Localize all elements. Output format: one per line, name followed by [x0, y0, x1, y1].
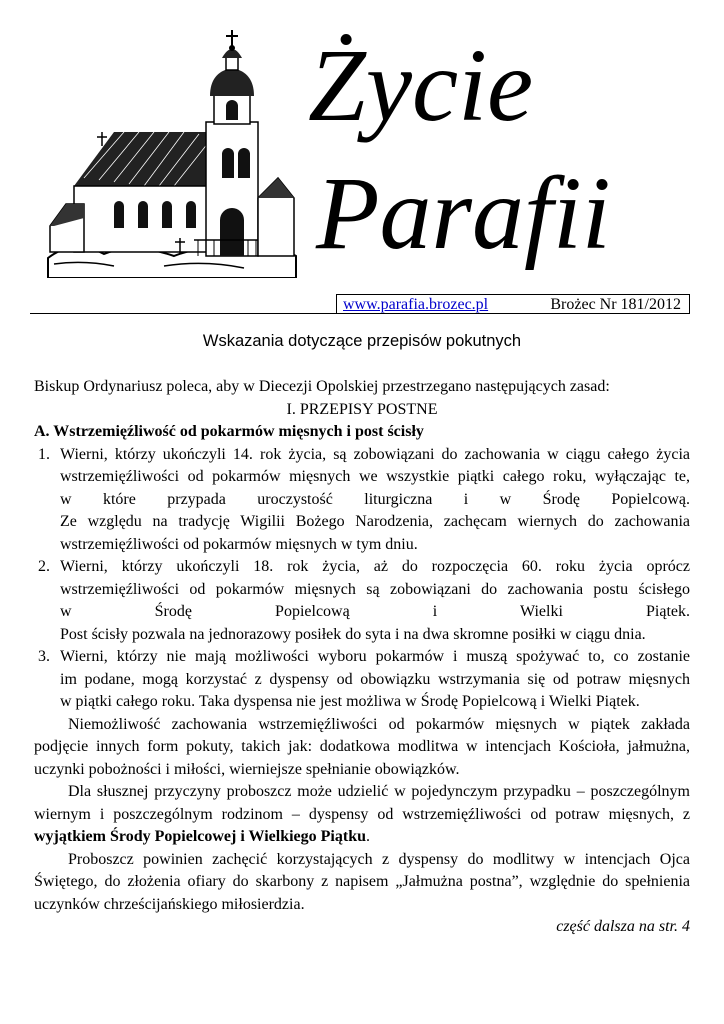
rule-line: wstrzemięźliwości od pokarmów mięsnych są zobowiązani do zachowania postu ścisłego — [60, 580, 690, 598]
rule-line: w które przypada uroczystość liturgiczna i w Środę Popielcową. — [60, 490, 690, 508]
masthead-title-line1: Życie — [308, 28, 534, 143]
rule-line: Post ścisły pozwala na jednorazowy posiłek do syta i na dwa skromne posiłki w ciągu dnia. — [60, 625, 646, 643]
rule-line: im podane, mogą korzystać z dyspensy od obowiązku wstrzymania się od potraw mięsnych — [60, 670, 690, 688]
list-item — [34, 444, 690, 557]
list-item-number: 1. — [38, 445, 50, 463]
subsection-heading: A. Wstrzemięźliwość od pokarmów mięsnych i post ścisły — [34, 423, 424, 440]
list-item-number: 2. — [38, 558, 50, 575]
parish-website-link[interactable]: www.parafia.brozec.pl — [343, 296, 489, 313]
article-headline: Wskazania dotyczące przepisów pokutnych — [202, 332, 522, 350]
dispensation-exception: wyjątkiem Środy Popielcowej i Wielkiego Piątku — [34, 828, 366, 845]
paragraph-encouragement: Proboszcz powinien zachęcić korzystających z dyspensy do modlitwy w intencjach Ojca Świętego, do złożenia ofiary do skarbony z napisem „Jałmużna postna”, względnie do spełnienia uczynków chrześcijańskiego miłosierdzia. — [34, 850, 690, 913]
paragraph-dispensation — [34, 781, 690, 849]
rule-line: wstrzemięźliwości od pokarmów mięsnych we wszystkie piątki całego roku, wyłączając te, — [60, 468, 690, 485]
church-illustration — [44, 28, 298, 278]
rule-line: Ze względu na tradycję Wigilii Bożego Narodzenia, zachęcam wiernych do zachowania — [60, 513, 690, 530]
rule-line: wstrzemięźliwości od pokarmów mięsnych w tym dniu. — [60, 535, 418, 553]
section-title: I. PRZEPISY POSTNE — [286, 400, 438, 418]
paragraph-alternative-penance: Niemożliwość zachowania wstrzemięźliwości od pokarmów mięsnych w piątek zakłada podjęcie innych form pokuty, takich jak: dodatkowa modlitwa w intencjach Kościoła, jałmużna, uczynki pobożności i miłości, wierniejsze spełnianie obowiązków. — [34, 715, 690, 778]
rule-line: Wierni, którzy ukończyli 18. rok życia, aż do rozpoczęcia 60. roku życia oprócz — [60, 558, 690, 575]
intro-paragraph: Biskup Ordynariusz poleca, aby w Diecezji Opolskiej przestrzegano następujących zasad: — [34, 378, 610, 395]
rule-line: w piątki całego roku. Taka dyspensa nie jest możliwa w Środę Popielcową i Wielki Piątek. — [60, 693, 640, 710]
list-item — [34, 646, 690, 714]
article-body — [34, 376, 690, 939]
dispensation-end: . — [366, 828, 370, 845]
list-item — [34, 556, 690, 646]
continued-note: część dalsza na str. 4 — [556, 918, 690, 935]
issue-number: Brożec Nr 181/2012 — [550, 296, 681, 313]
list-item-number: 3. — [38, 648, 50, 665]
dispensation-text: Dla słusznej przyczyny proboszcz może udzielić w pojedynczym przypadku – poszczególnym wiernym i poszczególnym rodzinom – dyspensy od wstrzemięźliwości od potraw mięsnych, z — [34, 783, 690, 823]
rule-line: Wierni, którzy nie mają możliwości wyboru pokarmów i muszą spożywać to, co zostanie — [60, 648, 690, 665]
masthead-title-line2: Parafii — [316, 156, 611, 271]
rules-list — [34, 444, 690, 714]
rule-line: Wierni, którzy ukończyli 14. rok życia, są zobowiązani do zachowania w ciągu całego życia — [60, 445, 690, 463]
issue-info-box — [336, 294, 690, 314]
rule-line: w Środę Popielcową i Wielki Piątek. — [60, 603, 690, 620]
